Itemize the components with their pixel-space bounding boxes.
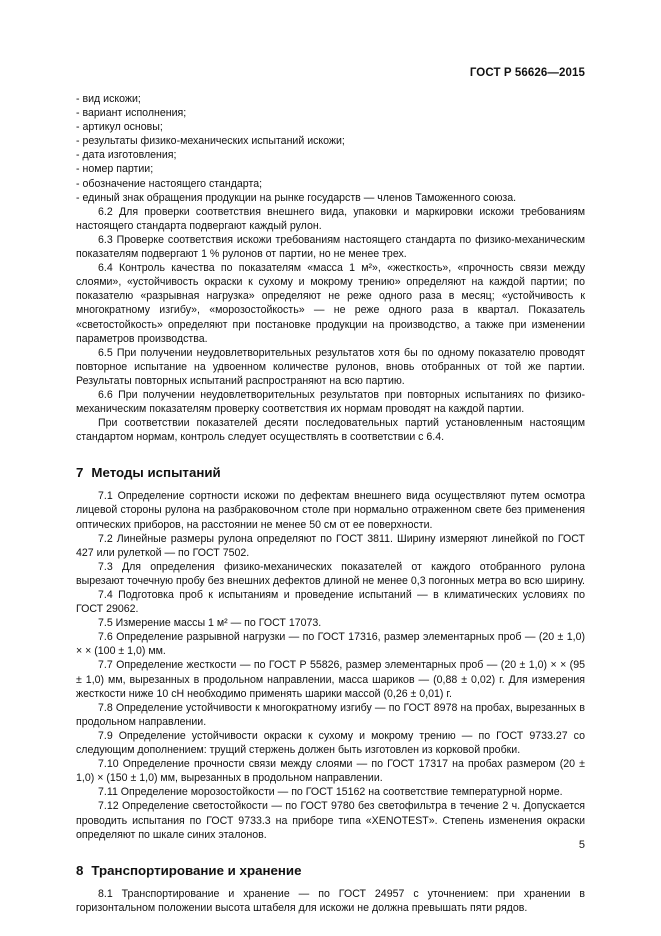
paragraph-6-3: 6.3 Проверке соответствия искожи требованиям настоящего стандарта по физико-механическим показателям подвергают 1 % рулонов от партии, но не менее трех.	[76, 233, 585, 261]
document-header: ГОСТ Р 56626—2015	[469, 67, 585, 79]
paragraph-7-7: 7.7 Определение жесткости — по ГОСТ Р 55826, размер элементарных проб — (20 ± 1,0) × × (95 ± 1,0) мм, вырезанных в продольном направлении, масса шариков — (0,88 ± 0,02) г. Для измерения жесткости ниже 10 сН необходимо применять шарики массой (0,26 ± 0,01) г.	[76, 659, 585, 700]
paragraph-7-9: 7.9 Определение устойчивости окраски к сухому и мокрому трению — по ГОСТ 9733.27 со следующим дополнением: трущий стержень должен быть изготовлен из корковой пробки.	[76, 729, 585, 757]
section-title: Методы испытаний	[91, 465, 221, 481]
paragraph-7-12: 7.12 Определение светостойкости — по ГОСТ 9780 без светофильтра в течение 2 ч. Допускается проводить испытания по ГОСТ 9733.3 на приборе типа «XENOTEST». Степень изменения окраски определяют по шкале синих эталонов.	[76, 800, 585, 841]
paragraph-6-6-note: При соответствии показателей десяти последовательных партий установленным настоящим стандартом нормам, контроль следует осуществлять в соответствии с 6.4.	[76, 417, 585, 444]
section-number: 7	[76, 465, 84, 481]
document-body	[76, 92, 585, 915]
paragraph-6-2: 6.2 Для проверки соответствия внешнего вида, упаковки и маркировки искожи требованиям настоящего стандарта подвергают каждый рулон.	[76, 205, 585, 232]
paragraph-7-6: 7.6 Определение разрывной нагрузки — по ГОСТ 17316, размер элементарных проб — (20 ± 1,0) × × (100 ± 1,0) мм.	[76, 631, 585, 658]
list-item: - обозначение настоящего стандарта;	[76, 177, 585, 191]
paragraph-8-1: 8.1 Транспортирование и хранение — по ГОСТ 24957 с уточнением: при хранении в горизонтальном положении высота штабеля для искожи не должна превышать пяти рядов.	[76, 887, 585, 914]
section-heading-8	[76, 862, 585, 879]
list-item: - результаты физико-механических испытаний искожи;	[76, 134, 585, 148]
list-item: - дата изготовления;	[76, 148, 585, 162]
list-item: - единый знак обращения продукции на рынке государств — членов Таможенного союза.	[76, 191, 585, 205]
paragraph-6-6: 6.6 При получении неудовлетворительных результатов при повторных испытаниях по физико-механическим показателям проверку соответствия их нормам проводят на каждой партии.	[76, 388, 585, 416]
page-number: 5	[578, 839, 585, 851]
list-item: - номер партии;	[76, 162, 585, 176]
list-item: - вариант исполнения;	[76, 106, 585, 120]
list-item: - артикул основы;	[76, 120, 585, 134]
paragraph-7-5: 7.5 Измерение массы 1 м² — по ГОСТ 17073.	[98, 617, 322, 630]
section-title: Транспортирование и хранение	[91, 862, 302, 878]
paragraph-7-11: 7.11 Определение морозостойкости — по ГОСТ 15162 на соответствие температурной норме.	[98, 786, 563, 799]
paragraph-7-8: 7.8 Определение устойчивости к многократному изгибу — по ГОСТ 8978 на пробах, вырезанных в продольном направлении.	[76, 701, 585, 728]
paragraph-7-2: 7.2 Линейные размеры рулона определяют по ГОСТ 3811. Ширину измеряют линейкой по ГОСТ 427 или рулеткой — по ГОСТ 7502.	[76, 532, 585, 559]
paragraph-7-1: 7.1 Определение сортности искожи по дефектам внешнего вида осуществляют путем осмотра лицевой стороны рулона на разбраковочном столе при нормально отраженном свете без применения оптических приборов, на расстоянии не менее 50 см от ее поверхности.	[76, 490, 585, 531]
paragraph-6-5: 6.5 При получении неудовлетворительных результатов хотя бы по одному показателю проводят повторное испытание на удвоенном количестве рулонов, вновь отобранных от той же партии. Результаты повторных испытаний распространяют на всю партию.	[76, 346, 585, 387]
marking-list	[76, 92, 585, 205]
list-item: - вид искожи;	[76, 92, 585, 106]
section-heading-7	[76, 464, 585, 481]
paragraph-7-10: 7.10 Определение прочности связи между слоями — по ГОСТ 17317 на пробах размером (20 ± 1,0) × (150 ± 1,0) мм, вырезанных в продольном направлении.	[76, 758, 585, 785]
paragraph-6-4: 6.4 Контроль качества по показателям «масса 1 м²», «жесткость», «прочность связи между слоями», «устойчивость окраски к сухому и мокрому трению» определяют на каждой партии; по показателю «разрывная нагрузка» определяют не реже одного раза в месяц; «устойчивость к многократному изгибу», «морозостойкость» — не реже одного раза в квартал. Показатель «светостойкость» определяют при постановке продукции на производство, а также при изменении параметров производства.	[76, 262, 585, 345]
section-number: 8	[76, 862, 84, 878]
paragraph-7-3: 7.3 Для определения физико-механических показателей от каждого отобранного рулона вырезают точечную пробу без внешних дефектов длиной не менее 0,3 погонных метра во всю ширину.	[76, 560, 585, 587]
paragraph-7-4: 7.4 Подготовка проб к испытаниям и проведение испытаний — в климатических условиях по ГОСТ 29062.	[76, 589, 585, 616]
